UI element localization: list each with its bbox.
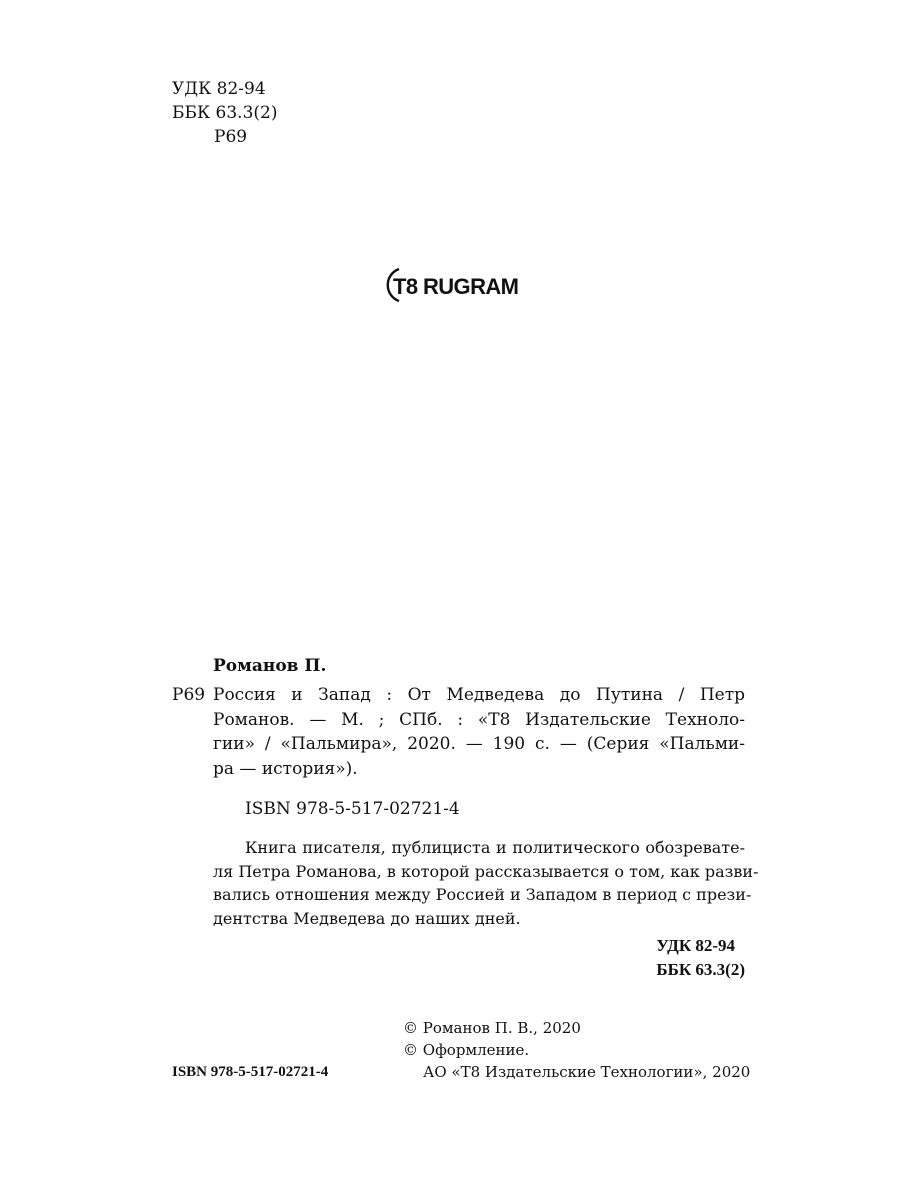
design-copyright: © Оформление.	[403, 1041, 530, 1059]
isbn-catalog: ISBN 978-5-517-02721-4	[245, 799, 460, 819]
author-code: Р69	[172, 685, 206, 705]
isbn-bottom: ISBN 978-5-517-02721-4	[172, 1064, 329, 1080]
bbk-code-card: ББК 63.3(2)	[656, 960, 745, 979]
annotation-line: ля Петра Романова, в которой рассказывается о том, как разви-	[213, 861, 759, 881]
annotation-line: Книга писателя, публициста и политического обозревате-	[245, 838, 745, 857]
author-copyright: © Романов П. В., 2020	[403, 1019, 581, 1037]
bbk-code: ББК 63.3(2)	[172, 103, 278, 123]
copyright-block	[403, 1017, 750, 1083]
annotation	[213, 836, 759, 930]
annotation-line: дентства Медведева до наших дней.	[213, 908, 521, 928]
logo-text: Т8 RUGRAM	[393, 274, 519, 299]
bibliographic-description	[213, 683, 745, 781]
classification-block-top	[172, 77, 277, 149]
description-line: Романов. — М. ; СПб. : «Т8 Издательские Техноло-	[213, 709, 745, 730]
annotation-line: вались отношения между Россией и Западом в период с прези-	[213, 885, 752, 905]
description-line: ра — история»).	[213, 758, 358, 779]
description-line: Россия и Запад : От Медведева до Путина / Петр	[213, 685, 745, 705]
publisher-logo	[385, 264, 535, 306]
author-mark: Р69	[214, 127, 248, 147]
design-copyright-holder: АО «Т8 Издательские Технологии», 2020	[423, 1063, 751, 1081]
udk-code: УДК 82-94	[172, 79, 266, 99]
description-line: гии» / «Пальмира», 2020. — 190 с. — (Серия «Пальми-	[213, 734, 745, 754]
t8-rugram-logo-icon	[385, 264, 535, 306]
author-name: Романов П.	[213, 656, 327, 676]
udk-code-card: УДК 82-94	[656, 936, 736, 955]
classification-block-card	[656, 934, 745, 982]
